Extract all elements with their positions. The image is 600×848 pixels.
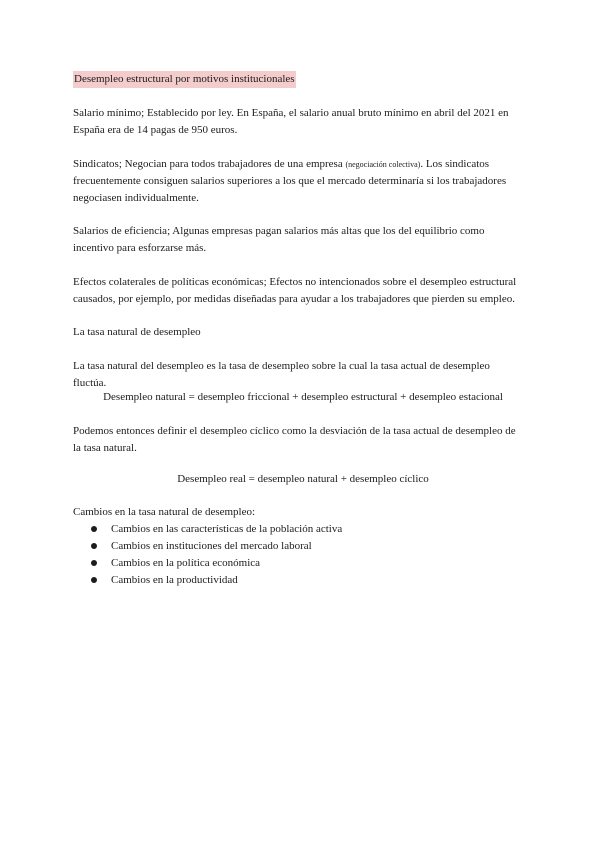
list-item: Cambios en las características de la población activa bbox=[73, 521, 342, 538]
list-item: Cambios en instituciones del mercado laboral bbox=[73, 538, 342, 555]
bullet-icon bbox=[91, 526, 97, 532]
bullet-icon bbox=[91, 560, 97, 566]
list-item: Cambios en la productividad bbox=[73, 572, 342, 589]
formula-desempleo-real: Desempleo real = desempleo natural + desempleo cíclico bbox=[177, 473, 429, 485]
paragraph-desempleo-ciclico: Podemos entonces definir el desempleo cíclico como la desviación de la tasa actual de desempleo de la tasa natural. bbox=[73, 425, 516, 454]
subheading-tasa-natural: La tasa natural de desempleo bbox=[73, 326, 201, 338]
formula-desempleo-natural: Desempleo natural = desempleo friccional + desempleo estructural + desempleo estacional bbox=[103, 391, 503, 403]
list-item: Cambios en la política económica bbox=[73, 555, 342, 572]
section-heading bbox=[73, 71, 523, 88]
paragraph-efectos-colaterales: Efectos colaterales de políticas económicas; Efectos no intencionados sobre el desempleo estructural causados, por ejemplo, por medidas diseñadas para ayudar a los trabajadores que pierden su empleo. bbox=[73, 276, 517, 305]
paragraph-tasa-natural-definition: La tasa natural del desempleo es la tasa de desempleo sobre la cual la tasa actual de desempleo fluctúa. bbox=[73, 360, 490, 389]
highlighted-heading: Desempleo estructural por motivos institucionales bbox=[73, 71, 296, 88]
bullet-icon bbox=[91, 577, 97, 583]
subheading-cambios: Cambios en la tasa natural de desempleo: bbox=[73, 506, 256, 518]
sindicatos-note: (negociación colectiva) bbox=[345, 160, 421, 169]
paragraph-salario-minimo: Salario mínimo; Establecido por ley. En España, el salario anual bruto mínimo en abril del 2021 en España era de 14 pagas de 950 euros. bbox=[73, 107, 509, 136]
paragraph-salarios-eficiencia: Salarios de eficiencia; Algunas empresas pagan salarios más altas que los del equilibrio como incentivo para esforzarse más. bbox=[73, 225, 485, 254]
sindicatos-text-start: Sindicatos; Negocian para todos trabajadores de una empresa bbox=[73, 158, 346, 170]
paragraph-sindicatos bbox=[73, 156, 523, 207]
cambios-list bbox=[73, 521, 342, 589]
sindicatos-text-end: . Los sindicatos frecuentemente consiguen salarios superiores a los que el mercado determinaría si los trabajadores negociasen individualmente. bbox=[73, 158, 507, 204]
bullet-icon bbox=[91, 543, 97, 549]
